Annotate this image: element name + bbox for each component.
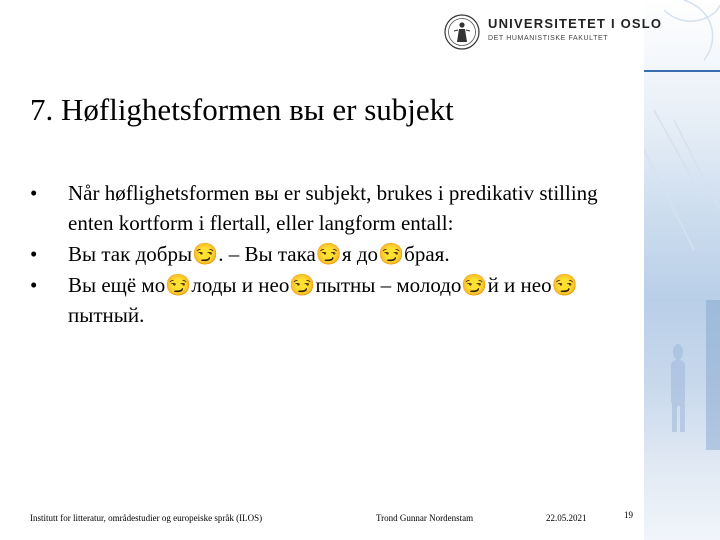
footer-date: 22.05.2021 [546,513,587,523]
footer-institute: Institutt for litteratur, områdestudier og europeiske språk (ILOS) [30,513,263,523]
bullet-text: Вы ещё мо😏лоды и нео😏пытны – молодо😏й и нео😏пытный. [68,273,578,327]
bullet-text: Вы так добры😏. – Вы така😏я до😏брая. [68,242,450,266]
university-name: UNIVERSITETET I OSLO [488,16,663,31]
page-number: 19 [624,510,633,520]
bullet-marker: • [30,273,38,297]
accent-divider [644,70,720,72]
bullet-marker: • [30,181,38,205]
faculty-name: DET HUMANISTISKE FAKULTET [488,35,609,42]
bullet-item [30,178,640,238]
bullet-item [30,239,640,269]
university-seal-icon [444,14,480,50]
university-logo[interactable] [444,14,663,54]
bullet-text: Når høflighetsformen вы er subjekt, brukes i predikativ stilling enten kortform i flertall, eller langform entall: [68,181,598,235]
slide-title: 7. Høflighetsformen вы er subjekt [30,92,454,127]
footer-author: Trond Gunnar Nordenstam [376,513,474,523]
statue-background [644,0,720,540]
bullet-marker: • [30,242,38,266]
bullet-item [30,270,640,330]
bullet-list [30,178,640,331]
